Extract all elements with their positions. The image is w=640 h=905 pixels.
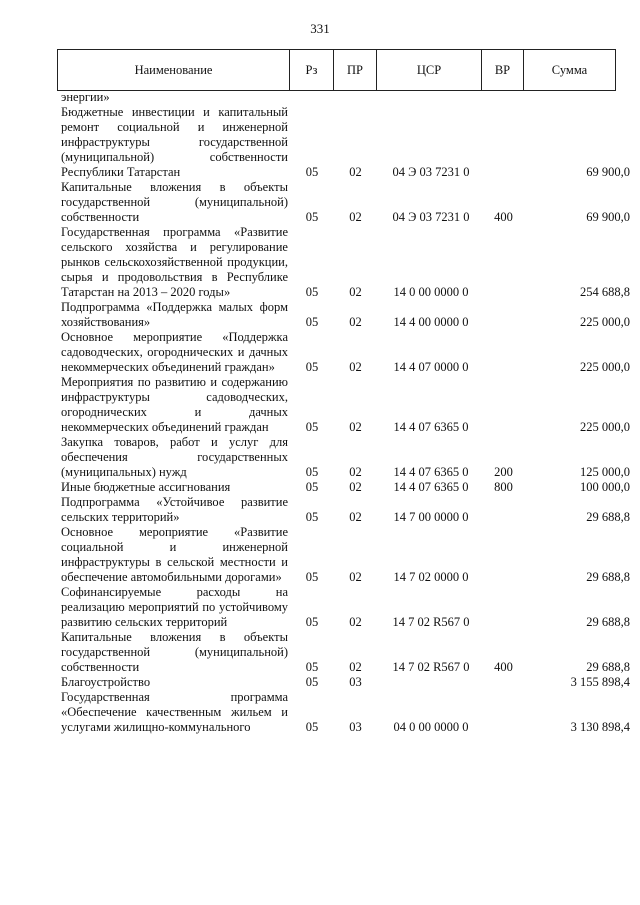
table-row [0,300,640,330]
row-rz: 05 [305,465,319,479]
row-vr: 800 [494,480,513,494]
row-rz: 05 [305,420,319,434]
row-csr: 14 4 07 6365 0 [393,465,469,479]
row-sum: 225 000,0 [580,315,630,329]
row-name: Основное мероприятие «Поддержка садоводческих, огороднических и дачных некоммерческих объединений граждан» [61,330,288,374]
table-row [0,525,640,585]
row-pr: 02 [349,360,362,374]
row-name: Софинансируемые расходы на реализацию мероприятий по устойчивому развитию сельских территорий [61,585,288,629]
row-pr: 03 [349,720,362,734]
row-csr: 14 4 07 0000 0 [393,360,469,374]
header-sum: Сумма [524,50,616,91]
table-row [0,585,640,630]
row-csr: 04 Э 03 7231 0 [392,165,470,179]
row-name: Мероприятия по развитию и содержанию инфраструктуры садоводческих, огороднических и дачных некоммерческих объединений граждан [61,375,288,434]
row-pr: 02 [349,570,362,584]
row-sum: 3 130 898,4 [570,720,630,734]
header-csr: ЦСР [377,50,482,91]
table-row [0,105,640,180]
table-row [0,435,640,480]
row-sum: 225 000,0 [580,360,630,374]
header-name: Наименование [58,50,290,91]
row-pr: 02 [349,420,362,434]
table-row [0,330,640,375]
row-rz: 05 [305,720,319,734]
row-name: Государственная программа «Развитие сельского хозяйства и регулирование рынков сельскохозяйственной продукции, сырья и продовольствия в Республике Татарстан на 2013 – 2020 годы» [61,225,288,299]
table-header [57,49,616,91]
row-sum: 29 688,8 [586,660,630,674]
row-name: Капитальные вложения в объекты государственной (муниципальной) собственности [61,630,288,674]
row-rz: 05 [305,315,319,329]
row-csr: 14 7 02 R567 0 [392,615,470,629]
row-csr: 14 7 00 0000 0 [393,510,469,524]
row-rz: 05 [305,210,319,224]
row-rz: 05 [305,570,319,584]
table-row [0,375,640,435]
row-name: Государственная программа «Обеспечение качественным жильем и услугами жилищно-коммунального [61,690,288,734]
row-rz: 05 [305,615,319,629]
row-pr: 03 [349,675,362,689]
row-rz: 05 [305,510,319,524]
row-csr: 14 4 07 6365 0 [393,480,469,494]
row-sum: 100 000,0 [580,480,630,494]
row-vr: 200 [494,465,513,479]
header-pr: ПР [334,50,377,91]
row-sum: 69 900,0 [586,165,630,179]
row-pr: 02 [349,465,362,479]
table-row [0,630,640,675]
row-rz: 05 [305,675,319,689]
row-vr: 400 [494,210,513,224]
table-row [0,225,640,300]
row-name: Подпрограмма «Устойчивое развитие сельских территорий» [61,495,288,524]
row-name: Закупка товаров, работ и услуг для обеспечения государственных (муниципальных) нужд [61,435,288,479]
table-row [0,675,640,690]
row-csr: 14 7 02 R567 0 [392,660,470,674]
row-sum: 254 688,8 [580,285,630,299]
table-row [0,480,640,495]
table-row [0,495,640,525]
row-rz: 05 [305,165,319,179]
row-csr: 14 4 00 0000 0 [393,315,469,329]
table-row [0,180,640,225]
row-rz: 05 [305,660,319,674]
row-name: Основное мероприятие «Развитие социальной и инженерной инфраструктуры в сельской местности и обеспечение автомобильными дорогами» [61,525,288,584]
row-csr: 14 7 02 0000 0 [393,570,469,584]
table-row [0,690,640,735]
row-rz: 05 [305,480,319,494]
row-csr: 04 Э 03 7231 0 [392,210,470,224]
budget-rows [0,90,640,735]
row-csr: 04 0 00 0000 0 [393,720,469,734]
row-pr: 02 [349,285,362,299]
header-rz: Рз [290,50,334,91]
table-row [0,90,640,105]
row-name: Благоустройство [61,675,151,689]
row-sum: 3 155 898,4 [570,675,630,689]
row-name: Подпрограмма «Поддержка малых форм хозяйствования» [61,300,288,329]
row-rz: 05 [305,285,319,299]
row-csr: 14 0 00 0000 0 [393,285,469,299]
row-pr: 02 [349,165,362,179]
page-number: 331 [310,21,330,36]
row-rz: 05 [305,360,319,374]
row-name: Иные бюджетные ассигнования [61,480,231,494]
row-pr: 02 [349,480,362,494]
row-csr: 14 4 07 6365 0 [393,420,469,434]
row-sum: 29 688,8 [586,510,630,524]
row-sum: 225 000,0 [580,420,630,434]
row-pr: 02 [349,210,362,224]
row-pr: 02 [349,615,362,629]
header-vr: ВР [482,50,524,91]
row-vr: 400 [494,660,513,674]
row-pr: 02 [349,510,362,524]
row-sum: 29 688,8 [586,570,630,584]
row-sum: 125 000,0 [580,465,630,479]
row-pr: 02 [349,315,362,329]
row-name: Капитальные вложения в объекты государственной (муниципальной) собственности [61,180,288,224]
row-sum: 69 900,0 [586,210,630,224]
row-pr: 02 [349,660,362,674]
row-sum: 29 688,8 [586,615,630,629]
row-name: энергии» [61,90,110,104]
row-name: Бюджетные инвестиции и капитальный ремонт социальной и инженерной инфраструктуры государственной (муниципальной) собственности Республики Татарстан [61,105,288,179]
